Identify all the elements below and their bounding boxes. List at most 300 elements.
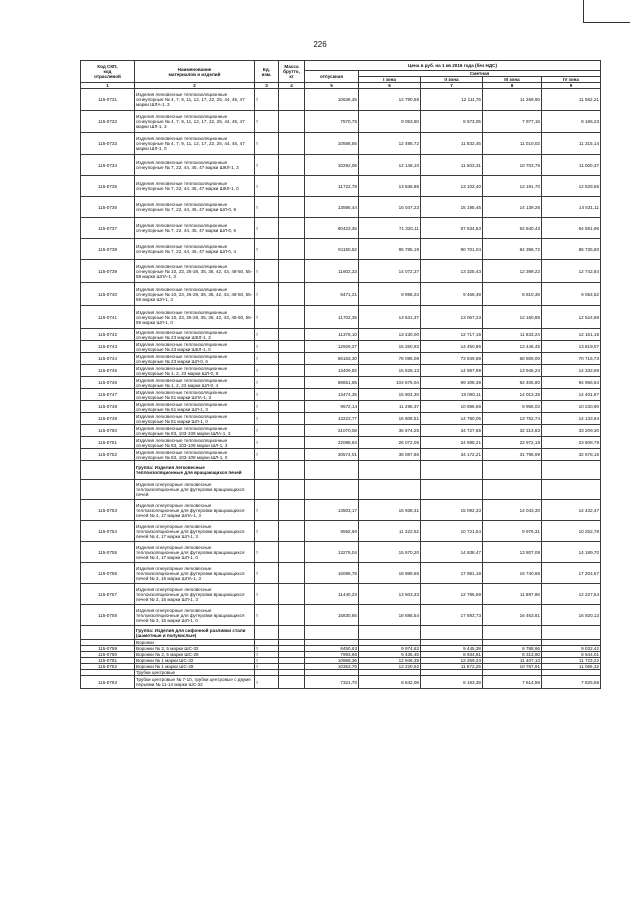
table-row — [81, 111, 601, 133]
row-code: 115-0748 — [81, 401, 135, 413]
row-zone4: 14 401,67 — [542, 389, 601, 401]
row-code: 115-0759 — [81, 646, 135, 652]
row-name: Изделия легковесные теплоизоляционные огнеупорные № 23 марки ШКЛ-1, 0 — [135, 341, 255, 353]
row-zone2: 12 717,15 — [421, 329, 483, 341]
row-zone3: 8 313,60 — [483, 652, 542, 658]
header-code: Код СКП, код отраслевой — [81, 61, 135, 83]
row-unit: т — [255, 155, 279, 176]
row-zone4: 16 920,13 — [542, 605, 601, 626]
row-zone3: 11 897,86 — [483, 584, 542, 605]
row-zone1: 15 938,31 — [359, 500, 421, 521]
row-zone4: 10 252,78 — [542, 521, 601, 542]
empty-cell — [359, 626, 421, 640]
row-name: Изделия легковесные теплоизоляционные огнеупорные № 7, 22, 44, 45, 47 марки ШКЛ-1, 0 — [135, 176, 255, 197]
table-row — [81, 365, 601, 377]
row-otpusknaya: 30574,01 — [305, 449, 359, 461]
row-otpusknaya: 7570,75 — [305, 111, 359, 133]
row-unit: т — [255, 401, 279, 413]
col-number: 6 — [359, 83, 421, 89]
row-unit: т — [255, 449, 279, 461]
row-unit: т — [255, 239, 279, 260]
empty-cell — [421, 461, 483, 480]
header-zone4: IV зона — [542, 77, 601, 83]
row-name: Изделия огнеупорные легковесные теплоизоляционные для футеровки вращающихся печей № 3, 16 марки ШЛ-1, 0 — [135, 605, 255, 626]
table-row — [81, 389, 601, 401]
row-zone4: 14 531,11 — [542, 197, 601, 218]
col-number: 7 — [421, 83, 483, 89]
row-zone3: 16 740,66 — [483, 563, 542, 584]
header-price-title: Цена в руб. на 1 кв 2016 года (без НДС) — [305, 61, 601, 71]
table-row — [81, 521, 601, 542]
row-code: 115-0761 — [81, 658, 135, 664]
row-zone4: 12 524,69 — [542, 306, 601, 329]
row-mass — [279, 89, 305, 111]
row-code: 115-0740 — [81, 283, 135, 306]
row-mass — [279, 584, 305, 605]
row-otpusknaya: 31070,08 — [305, 425, 359, 437]
row-otpusknaya: 15830,66 — [305, 605, 359, 626]
row-zone2: 8 573,05 — [421, 111, 483, 133]
row-zone1: 13 631,37 — [359, 306, 421, 329]
row-zone2: 13 102,40 — [421, 176, 483, 197]
row-zone4: 12 161,15 — [542, 329, 601, 341]
row-zone1: 18 989,65 — [359, 563, 421, 584]
row-zone3: 22 972,19 — [483, 437, 542, 449]
row-mass — [279, 563, 305, 584]
row-otpusknaya: 13595,44 — [305, 197, 359, 218]
table-row — [81, 89, 601, 111]
table-row — [81, 377, 601, 389]
row-zone4: 12 227,54 — [542, 584, 601, 605]
row-otpusknaya: 11440,23 — [305, 584, 359, 605]
row-unit: т — [255, 365, 279, 377]
table-row — [81, 133, 601, 155]
empty-cell — [421, 480, 483, 500]
row-unit: т — [255, 283, 279, 306]
table-row — [81, 353, 601, 365]
row-name: Изделия легковесные теплоизоляционные огнеупорные № 7, 22, 44, 45, 47 марки ШКЛ-1, 3 — [135, 155, 255, 176]
row-unit: т — [255, 605, 279, 626]
row-zone3: 11 010,02 — [483, 133, 542, 155]
row-otpusknaya: 9592,60 — [305, 521, 359, 542]
row-otpusknaya: 13276,04 — [305, 542, 359, 563]
row-name: Воронки № 2, 5 марки ШС-28 — [135, 652, 255, 658]
row-zone4: 11 066,32 — [542, 664, 601, 670]
row-zone3: 9 976,31 — [483, 521, 542, 542]
row-code: 115-0743 — [81, 341, 135, 353]
row-zone2: 13 325,43 — [421, 260, 483, 283]
row-mass — [279, 155, 305, 176]
row-zone3: 68 809,00 — [483, 353, 542, 365]
row-zone4: 13 819,07 — [542, 341, 601, 353]
col-number: 8 — [483, 83, 542, 89]
row-name: Изделия огнеупорные легковесные теплоизоляционные для футеровки вращающихся печей № 3, 16 марки ШЛА-1, 3 — [135, 563, 255, 584]
row-zone3: 8 788,66 — [483, 646, 542, 652]
empty-cell — [255, 480, 279, 500]
row-zone3: 13 946,24 — [483, 365, 542, 377]
row-unit: т — [255, 389, 279, 401]
corner-frame — [583, 0, 630, 23]
table-row — [81, 542, 601, 563]
empty-cell — [542, 480, 601, 500]
row-otpusknaya: 13503,17 — [305, 500, 359, 521]
row-code: 115-0754 — [81, 521, 135, 542]
row-zone1: 12 790,66 — [359, 89, 421, 111]
row-zone1: 15 670,20 — [359, 542, 421, 563]
row-zone3: 14 139,26 — [483, 197, 542, 218]
row-zone3: 7 614,59 — [483, 676, 542, 689]
row-otpusknaya: 13223,77 — [305, 413, 359, 425]
empty-cell — [255, 626, 279, 640]
row-unit: т — [255, 306, 279, 329]
row-zone4: 11 315,14 — [542, 133, 601, 155]
row-zone2: 17 693,73 — [421, 605, 483, 626]
row-mass — [279, 133, 305, 155]
row-zone2: 15 060,11 — [421, 389, 483, 401]
row-otpusknaya: 9572,14 — [305, 401, 359, 413]
row-zone2: 11 503,31 — [421, 155, 483, 176]
row-code: 115-0745 — [81, 365, 135, 377]
row-name: Изделия огнеупорные легковесные теплоизоляционные для футеровки вращающихся печей № 4, 17 марки ШЛ-1, 0 — [135, 542, 255, 563]
row-zone2: 14 450,86 — [421, 341, 483, 353]
row-code: 115-0731 — [81, 89, 135, 111]
row-otpusknaya: 12929,27 — [305, 341, 359, 353]
row-name: Воронки № 2, 5 марки ШС-32 — [135, 646, 255, 652]
row-code: 115-0746 — [81, 377, 135, 389]
row-zone4: 33 209,30 — [542, 425, 601, 437]
subgroup-heading: Воронки — [135, 640, 255, 646]
row-unit: т — [255, 425, 279, 437]
row-name: Изделия легковесные теплоизоляционные огнеупорные № 83, 103-109 марки ШЛ-1, 0 — [135, 449, 255, 461]
row-code: 115-0762 — [81, 664, 135, 670]
row-name: Изделия огнеупорные легковесные теплоизоляционные для футеровки вращающихся печей № 4, 17 марки ШЛА-1, 3 — [135, 500, 255, 521]
table-row — [81, 260, 601, 283]
row-otpusknaya: 11602,33 — [305, 260, 359, 283]
row-name: Изделия легковесные теплоизоляционные огнеупорные № 23 марки ШЛ-0, 6 — [135, 353, 255, 365]
row-zone1: 12 148,10 — [359, 155, 421, 176]
row-otpusknaya: 16086,78 — [305, 563, 359, 584]
row-code: 115-0755 — [81, 542, 135, 563]
empty-cell — [305, 626, 359, 640]
row-zone4: 94 966,54 — [542, 377, 601, 389]
row-zone2: 14 780,05 — [421, 413, 483, 425]
table-row — [81, 449, 601, 461]
row-zone3: 9 955,03 — [483, 401, 542, 413]
row-zone1: 9 974,63 — [359, 646, 421, 652]
row-otpusknaya: 10353,75 — [305, 664, 359, 670]
row-zone3: 92 405,80 — [483, 377, 542, 389]
row-zone2: 24 688,21 — [421, 437, 483, 449]
table-row — [81, 239, 601, 260]
row-mass — [279, 197, 305, 218]
row-zone1: 11 298,37 — [359, 401, 421, 413]
section-row — [81, 626, 601, 640]
row-zone3: 11 269,90 — [483, 89, 542, 111]
row-zone3: 32 313,83 — [483, 425, 542, 437]
row-zone4: 8 186,23 — [542, 111, 601, 133]
row-mass — [279, 283, 305, 306]
row-code: 115-0750 — [81, 425, 135, 437]
row-zone3: 14 043,30 — [483, 500, 542, 521]
row-zone1: 15 904,30 — [359, 389, 421, 401]
row-otpusknaya: 10586,56 — [305, 133, 359, 155]
empty-cell — [421, 626, 483, 640]
row-code: 115-0757 — [81, 584, 135, 605]
row-code: 115-0744 — [81, 353, 135, 365]
row-unit: т — [255, 676, 279, 689]
row-name: Изделия огнеупорные легковесные теплоизоляционные для футеровки вращающихся печей № 3, 16 марки ШЛ-1, 3 — [135, 584, 255, 605]
row-mass — [279, 341, 305, 353]
row-mass — [279, 521, 305, 542]
row-code: 115-0751 — [81, 437, 135, 449]
row-zone1: 14 072,37 — [359, 260, 421, 283]
row-otpusknaya: 8471,31 — [305, 283, 359, 306]
row-mass — [279, 542, 305, 563]
row-name: Изделия легковесные теплоизоляционные огнеупорные № 23 марки ШКЛ-1, 3 — [135, 329, 255, 341]
row-zone1: 26 072,05 — [359, 437, 421, 449]
row-zone2: 13 067,23 — [421, 306, 483, 329]
row-zone1: 12 946,39 — [359, 658, 421, 664]
row-mass — [279, 676, 305, 689]
row-zone3: 12 191,70 — [483, 176, 542, 197]
row-zone1: 18 685,54 — [359, 605, 421, 626]
row-otpusknaya: 81150,62 — [305, 239, 359, 260]
row-unit: т — [255, 329, 279, 341]
row-otpusknaya: 10968,36 — [305, 658, 359, 664]
row-code-empty — [81, 626, 135, 640]
row-zone4: 86 735,50 — [542, 239, 601, 260]
row-zone4: 10 230,90 — [542, 401, 601, 413]
row-zone3: 84 396,72 — [483, 239, 542, 260]
section-row — [81, 461, 601, 480]
row-zone3: 11 833,24 — [483, 329, 542, 341]
row-zone4: 9 032,42 — [542, 646, 601, 652]
row-zone1: 15 828,13 — [359, 365, 421, 377]
row-zone2: 10 721,54 — [421, 521, 483, 542]
row-zone1: 13 430,00 — [359, 329, 421, 341]
row-zone3: 11 407,13 — [483, 658, 542, 664]
row-otpusknaya: 13409,82 — [305, 365, 359, 377]
row-otpusknaya: 11722,78 — [305, 176, 359, 197]
row-mass — [279, 413, 305, 425]
row-zone3: 31 796,99 — [483, 449, 542, 461]
row-mass — [279, 218, 305, 239]
row-otpusknaya: 10292,06 — [305, 155, 359, 176]
row-zone1: 78 095,08 — [359, 353, 421, 365]
row-zone3: 16 463,81 — [483, 605, 542, 626]
empty-cell — [305, 461, 359, 480]
table-row — [81, 413, 601, 425]
table-row — [81, 197, 601, 218]
row-zone3: 13 752,74 — [483, 413, 542, 425]
row-zone2: 14 987,99 — [421, 365, 483, 377]
row-unit: т — [255, 89, 279, 111]
row-zone2: 17 981,18 — [421, 563, 483, 584]
row-zone2: 67 534,53 — [421, 218, 483, 239]
row-code: 115-0758 — [81, 605, 135, 626]
row-zone1: 9 998,23 — [359, 283, 421, 306]
row-zone4: 23 608,79 — [542, 437, 601, 449]
row-mass — [279, 605, 305, 626]
row-unit: т — [255, 521, 279, 542]
header-unit: Ед. изм. — [255, 61, 279, 83]
row-unit: т — [255, 437, 279, 449]
row-mass — [279, 353, 305, 365]
table-row — [81, 605, 601, 626]
group-heading: Группа: Изделия легковесные теплоизоляционные для вращающихся печей — [135, 461, 255, 480]
row-zone2: 8 934,81 — [421, 652, 483, 658]
row-otpusknaya: 11702,35 — [305, 306, 359, 329]
row-otpusknaya: 66163,30 — [305, 353, 359, 365]
row-zone4: 70 715,73 — [542, 353, 601, 365]
row-zone1: 36 674,25 — [359, 425, 421, 437]
row-name: Изделия легковесные теплоизоляционные огнеупорные № 4, 7, 9, 11, 12, 17, 22, 25, 44, 45, 47 марки ШЛА-1, 3 — [135, 89, 255, 111]
header-smetnaya: Сметная — [359, 71, 601, 77]
row-otpusknaya: 7321,70 — [305, 676, 359, 689]
empty-cell — [305, 480, 359, 500]
row-zone4: 11 723,22 — [542, 658, 601, 664]
empty-cell — [359, 480, 421, 500]
row-zone4: 14 189,70 — [542, 542, 601, 563]
row-zone2: 8 183,38 — [421, 676, 483, 689]
row-otpusknaya: 88651,65 — [305, 377, 359, 389]
row-name: Изделия легковесные теплоизоляционные огнеупорные № 4, 7, 9, 11, 12, 17, 22, 25, 44, 45, 47 марки ШЛ-1, 0 — [135, 133, 255, 155]
row-mass — [279, 260, 305, 283]
row-code: 115-0736 — [81, 197, 135, 218]
col-number: 4 — [279, 83, 305, 89]
row-code: 115-0747 — [81, 389, 135, 401]
row-code: 115-0735 — [81, 176, 135, 197]
row-zone4: 9 054,52 — [542, 283, 601, 306]
row-name: Воронки № 1 марки ШС-32 — [135, 658, 255, 664]
row-code: 115-0749 — [81, 413, 135, 425]
row-mass — [279, 377, 305, 389]
page-number: 226 — [313, 40, 327, 49]
row-zone1: 13 836,85 — [359, 176, 421, 197]
row-name: Изделия легковесные теплоизоляционные огнеупорные № 4, 7, 9, 11, 12, 17, 22, 25, 44, 45, 47 марки ШЛ-1, 3 — [135, 111, 255, 133]
row-zone2: 12 259,23 — [421, 658, 483, 664]
row-zone3: 13 807,09 — [483, 542, 542, 563]
row-zone3: 12 160,85 — [483, 306, 542, 329]
row-zone2: 9 445,38 — [421, 646, 483, 652]
row-zone1: 9 435,45 — [359, 652, 421, 658]
row-zone1: 104 675,04 — [359, 377, 421, 389]
row-code: 115-0756 — [81, 563, 135, 584]
row-zone2: 12 111,76 — [421, 89, 483, 111]
row-zone2: 34 172,21 — [421, 449, 483, 461]
row-unit: т — [255, 500, 279, 521]
col-number: 2 — [135, 83, 255, 89]
row-zone1: 36 087,86 — [359, 449, 421, 461]
row-mass — [279, 389, 305, 401]
row-name: Изделия легковесные теплоизоляционные огнеупорные № 7, 22, 44, 45, 47 марки ШЛ-0, 6 — [135, 218, 255, 239]
row-zone2: 11 572,25 — [421, 664, 483, 670]
row-zone4: 12 742,84 — [542, 260, 601, 283]
row-otpusknaya: 60423,45 — [305, 218, 359, 239]
row-code: 115-0741 — [81, 306, 135, 329]
table-row — [81, 341, 601, 353]
row-unit: т — [255, 133, 279, 155]
row-unit: т — [255, 341, 279, 353]
row-zone2: 99 308,39 — [421, 377, 483, 389]
row-code: 115-0739 — [81, 260, 135, 283]
subgroup-heading: Трубки центровые — [135, 670, 255, 676]
row-mass — [279, 176, 305, 197]
row-name: Изделия легковесные теплоизоляционные огнеупорные № 83, 103-109 марки ШЛ-1, 3 — [135, 437, 255, 449]
row-unit: т — [255, 542, 279, 563]
row-otpusknaya: 11378,10 — [305, 329, 359, 341]
row-zone4: 12 529,55 — [542, 176, 601, 197]
row-unit: т — [255, 111, 279, 133]
row-zone3: 7 977,16 — [483, 111, 542, 133]
row-code: 115-0732 — [81, 111, 135, 133]
row-zone4: 11 000,37 — [542, 155, 601, 176]
row-zone1: 8 642,08 — [359, 676, 421, 689]
row-zone1: 11 322,52 — [359, 521, 421, 542]
table-row — [81, 646, 601, 652]
row-unit: т — [255, 563, 279, 584]
row-unit: т — [255, 218, 279, 239]
col-number: 3 — [255, 83, 279, 89]
row-unit: т — [255, 646, 279, 652]
section-row — [81, 480, 601, 500]
row-mass — [279, 437, 305, 449]
table-row — [81, 283, 601, 306]
row-zone1: 12 220,92 — [359, 664, 421, 670]
empty-cell — [279, 626, 305, 640]
row-zone3: 62 840,43 — [483, 218, 542, 239]
row-zone2: 15 092,33 — [421, 500, 483, 521]
row-name: Изделия легковесные теплоизоляционные огнеупорные № 51 марки ШЛ-1, 0 — [135, 413, 255, 425]
empty-cell — [359, 461, 421, 480]
empty-cell — [255, 461, 279, 480]
row-mass — [279, 449, 305, 461]
empty-cell — [279, 461, 305, 480]
row-code: 115-0763 — [81, 676, 135, 689]
row-zone2: 9 468,49 — [421, 283, 483, 306]
row-zone1: 15 608,51 — [359, 413, 421, 425]
row-code: 115-0753 — [81, 500, 135, 521]
table-row — [81, 652, 601, 658]
row-code-empty — [81, 480, 135, 500]
row-zone1: 15 260,92 — [359, 341, 421, 353]
row-unit: т — [255, 658, 279, 664]
table-row — [81, 425, 601, 437]
row-zone2: 14 838,47 — [421, 542, 483, 563]
row-otpusknaya: 7993,65 — [305, 652, 359, 658]
row-zone2: 15 195,45 — [421, 197, 483, 218]
row-mass — [279, 329, 305, 341]
row-unit: т — [255, 197, 279, 218]
row-mass — [279, 365, 305, 377]
row-code: 115-0734 — [81, 155, 135, 176]
row-code: 115-0737 — [81, 218, 135, 239]
table-row — [81, 401, 601, 413]
row-otpusknaya: 13474,35 — [305, 389, 359, 401]
header-zone1: I зона — [359, 77, 421, 83]
table-row — [81, 306, 601, 329]
row-zone2: 34 727,65 — [421, 425, 483, 437]
header-zone3: III зона — [483, 77, 542, 83]
row-code: 115-0760 — [81, 652, 135, 658]
row-name: Изделия легковесные теплоизоляционные огнеупорные № 10, 23, 26-28, 35, 36, 42, 43, 48-50, 55-59 марки ШЛ-1, 0 — [135, 306, 255, 329]
row-zone2: 90 701,04 — [421, 239, 483, 260]
table-row — [81, 676, 601, 689]
row-code: 115-0752 — [81, 449, 135, 461]
col-number: 5 — [305, 83, 359, 89]
row-zone4: 8 544,01 — [542, 652, 601, 658]
col-number: 1 — [81, 83, 135, 89]
